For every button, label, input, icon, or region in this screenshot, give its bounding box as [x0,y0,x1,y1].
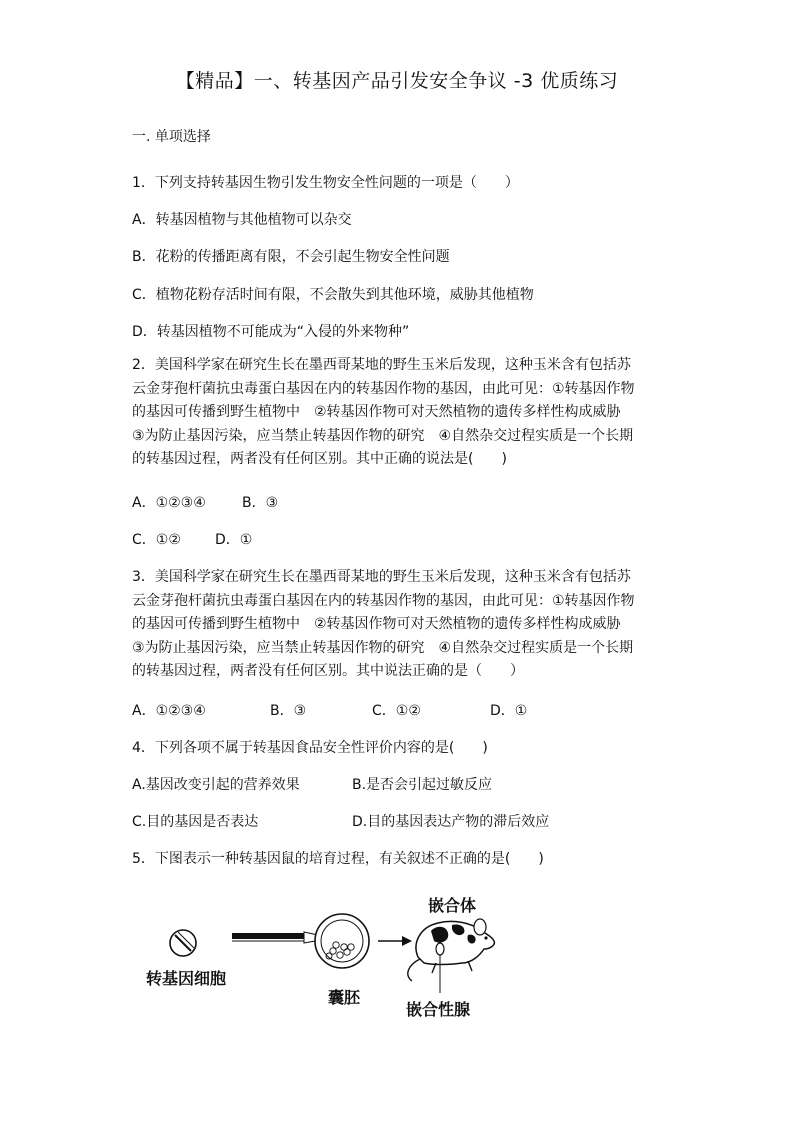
q1-stem: 1．下列支持转基因生物引发生物安全性问题的一项是（ ） [132,175,519,191]
q4-option-c: C.目的基因是否表达 [132,814,259,830]
q2-line: ③为防止基因污染，应当禁止转基因作物的研究 ④自然杂交过程实质是一个长期 [132,427,634,444]
q2-line: 2．美国科学家在研究生长在墨西哥某地的野生玉米后发现，这种玉米含有包括苏 [132,357,631,373]
chimera-mouse-icon [408,919,495,993]
q2-option-c: C．①② [132,532,181,548]
q3-line: 的转基因过程，两者没有任何区别。其中说法正确的是（ ） [132,663,524,679]
q3-option-b: B．③ [270,703,307,719]
q2-option-d: D．① [215,532,253,548]
section-heading: 一. 单项选择 [132,129,211,145]
q2-line: 云金芽孢杆菌抗虫毒蛋白基因在内的转基因作物的基因，由此可见：①转基因作物 [132,380,635,397]
q3-option-a: A．①②③④ [132,703,206,719]
q5-stem: 5．下图表示一种转基因鼠的培育过程，有关叙述不正确的是( ) [132,851,544,867]
blastocyst-icon [315,914,369,968]
q3-line: 的基因可传播到野生植物中 ②转基因作物可对天然植物的遗传多样性构成威胁 [132,616,621,632]
q3-stem [132,566,662,684]
q4-option-b: B.是否会引起过敏反应 [352,777,493,793]
q4-option-a: A.基因改变引起的营养效果 [132,777,300,793]
transgenic-cell-label: 转基因细胞 [146,969,227,988]
arrow-right-icon [378,936,412,946]
q2-option-b: B．③ [242,495,279,511]
q4-stem: 4．下列各项不属于转基因食品安全性评价内容的是( ) [132,740,488,756]
q2-stem [132,354,662,472]
blastocyst-label: 囊胚 [328,988,361,1007]
q1-option-c: C．植物花粉存活时间有限，不会散失到其他环境，威胁其他植物 [132,287,534,303]
q3-line: 3．美国科学家在研究生长在墨西哥某地的野生玉米后发现，这种玉米含有包括苏 [132,569,631,585]
q1-option-d: D．转基因植物不可能成为“入侵的外来物种” [132,324,410,340]
q2-line: 的基因可传播到野生植物中 ②转基因作物可对天然植物的遗传多样性构成威胁 [132,404,621,420]
page-title: 【精品】一、转基因产品引发安全争议 -3 优质练习 [175,70,619,92]
q1-option-a: A．转基因植物与其他植物可以杂交 [132,212,352,228]
q3-option-c: C．①② [372,703,421,719]
chimeric-gonad-label: 嵌合性腺 [406,1000,471,1019]
q2-option-a: A．①②③④ [132,495,206,511]
q3-line: 云金芽孢杆菌抗虫毒蛋白基因在内的转基因作物的基因，由此可见：①转基因作物 [132,592,635,609]
q2-line: 的转基因过程，两者没有任何区别。其中正确的说法是( ) [132,451,507,467]
chimera-label: 嵌合体 [428,896,477,915]
q3-line: ③为防止基因污染，应当禁止转基因作物的研究 ④自然杂交过程实质是一个长期 [132,639,634,656]
q1-option-b: B．花粉的传播距离有限，不会引起生物安全性问题 [132,249,450,265]
q4-option-d: D.目的基因表达产物的滞后效应 [352,814,550,830]
transgenic-cell-icon [170,930,196,956]
q3-option-d: D．① [490,703,528,719]
